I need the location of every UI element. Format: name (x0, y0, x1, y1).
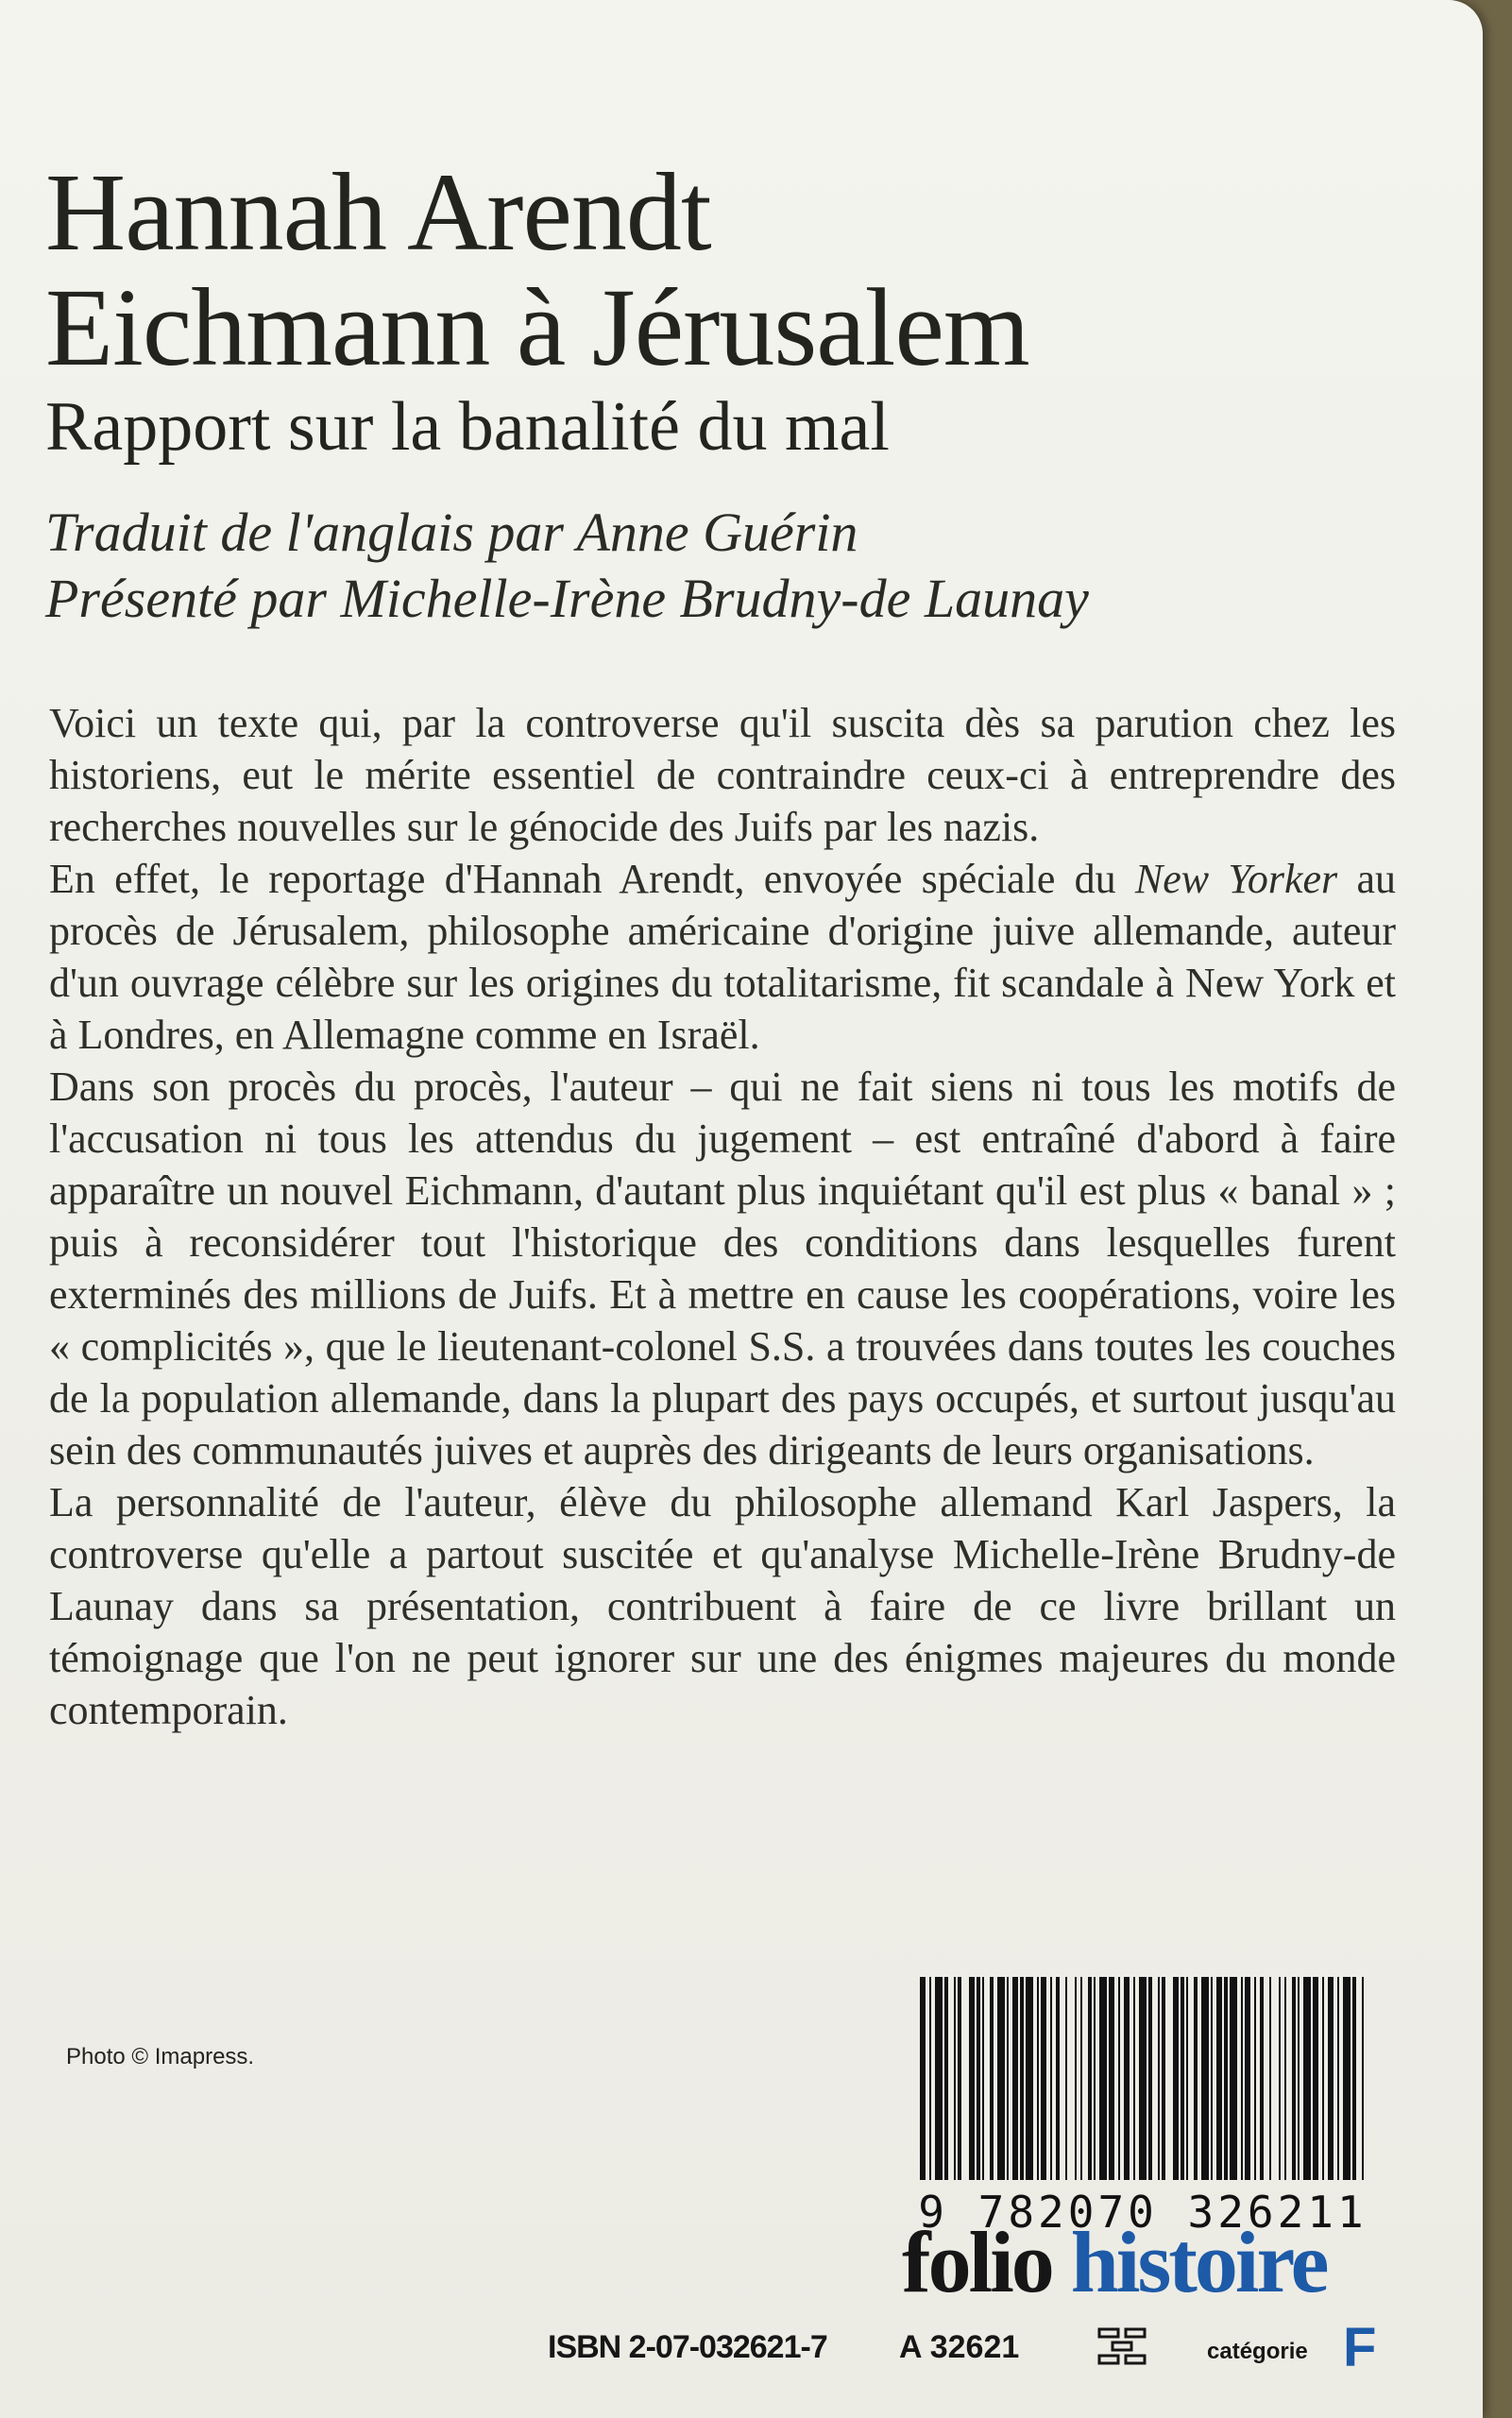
translator-credit: Traduit de l'anglais par Anne Guérin (45, 502, 858, 563)
book-title: Eichmann à Jérusalem (45, 265, 1029, 389)
author-name: Hannah Arendt (45, 150, 711, 274)
collection-logo (902, 2215, 1327, 2309)
category-letter: F (1343, 2317, 1377, 2378)
blurb-paragraph-1: Voici un texte qui, par la controverse qu'il suscita dès sa parution chez les historiens, eut le mérite essentiel de contraindre ceux-ci à entreprendre des recherches nouvelles sur le génocide des Juifs par les nazis. (49, 700, 1396, 850)
book-subtitle: Rapport sur la banalité du mal (45, 388, 890, 466)
product-code: A 32621 (899, 2329, 1020, 2365)
blurb-paragraph-3: Dans son procès du procès, l'auteur – qui ne fait siens ni tous les motifs de l'accusation ni tous les attendus du jugement – est entraîné d'abord à faire apparaître un nouvel Eichmann, d'autant plus inquiétant qu'il est plus « banal » ; puis à reconsidérer tout l'historique des conditions dans lesquelles furent exterminés des millions de Juifs. Et à mettre en cause les coopérations, voire les « complicités », que le lieutenant-colonel S.S. a trouvées dans toutes les couches de la population allemande, dans la plupart des pays occupés, et surtout jusqu'au sein des communautés juives et auprès des dirigeants de leurs organisations. (49, 1064, 1396, 1473)
category-label: catégorie (1207, 2339, 1308, 2364)
collection-brand: folio (902, 2214, 1052, 2310)
blurb (49, 697, 1396, 1736)
presenter-credit: Présenté par Michelle-Irène Brudny-de Launay (45, 568, 1089, 629)
blurb-paragraph-2-start: En effet, le reportage d'Hannah Arendt, envoyée spéciale du (49, 856, 1135, 902)
books-stack-icon (1096, 2324, 1148, 2373)
barcode-bars (907, 1969, 1379, 2187)
blurb-paragraph-2-end: au procès de Jérusalem, philosophe américaine d'origine juive allemande, auteur d'un ouvrage célèbre sur les origines du totalitarisme, fit scandale à New York et à Londres, en Allemagne comme en Israël. (49, 856, 1396, 1058)
blurb-paragraph-4: La personnalité de l'auteur, élève du philosophe allemand Karl Jaspers, la controverse qu'elle a partout suscitée et qu'analyse Michelle-Irène Brudny-de Launay dans sa présentation, contribuent à faire de ce livre brillant un témoignage que l'on ne peut ignorer sur une des énigmes majeures du monde contemporain. (49, 1479, 1396, 1733)
barcode (907, 1969, 1379, 2253)
footer (548, 2317, 1398, 2380)
barcode-digits: 9 782070 326211 (918, 2187, 1368, 2238)
collection-series: histoire (1070, 2214, 1327, 2310)
magazine-name: New Yorker (1134, 856, 1338, 902)
blurb-paragraph-2 (49, 853, 1396, 1061)
photo-credit: Photo © Imapress. (66, 2044, 255, 2069)
isbn: ISBN 2-07-032621-7 (548, 2329, 827, 2365)
